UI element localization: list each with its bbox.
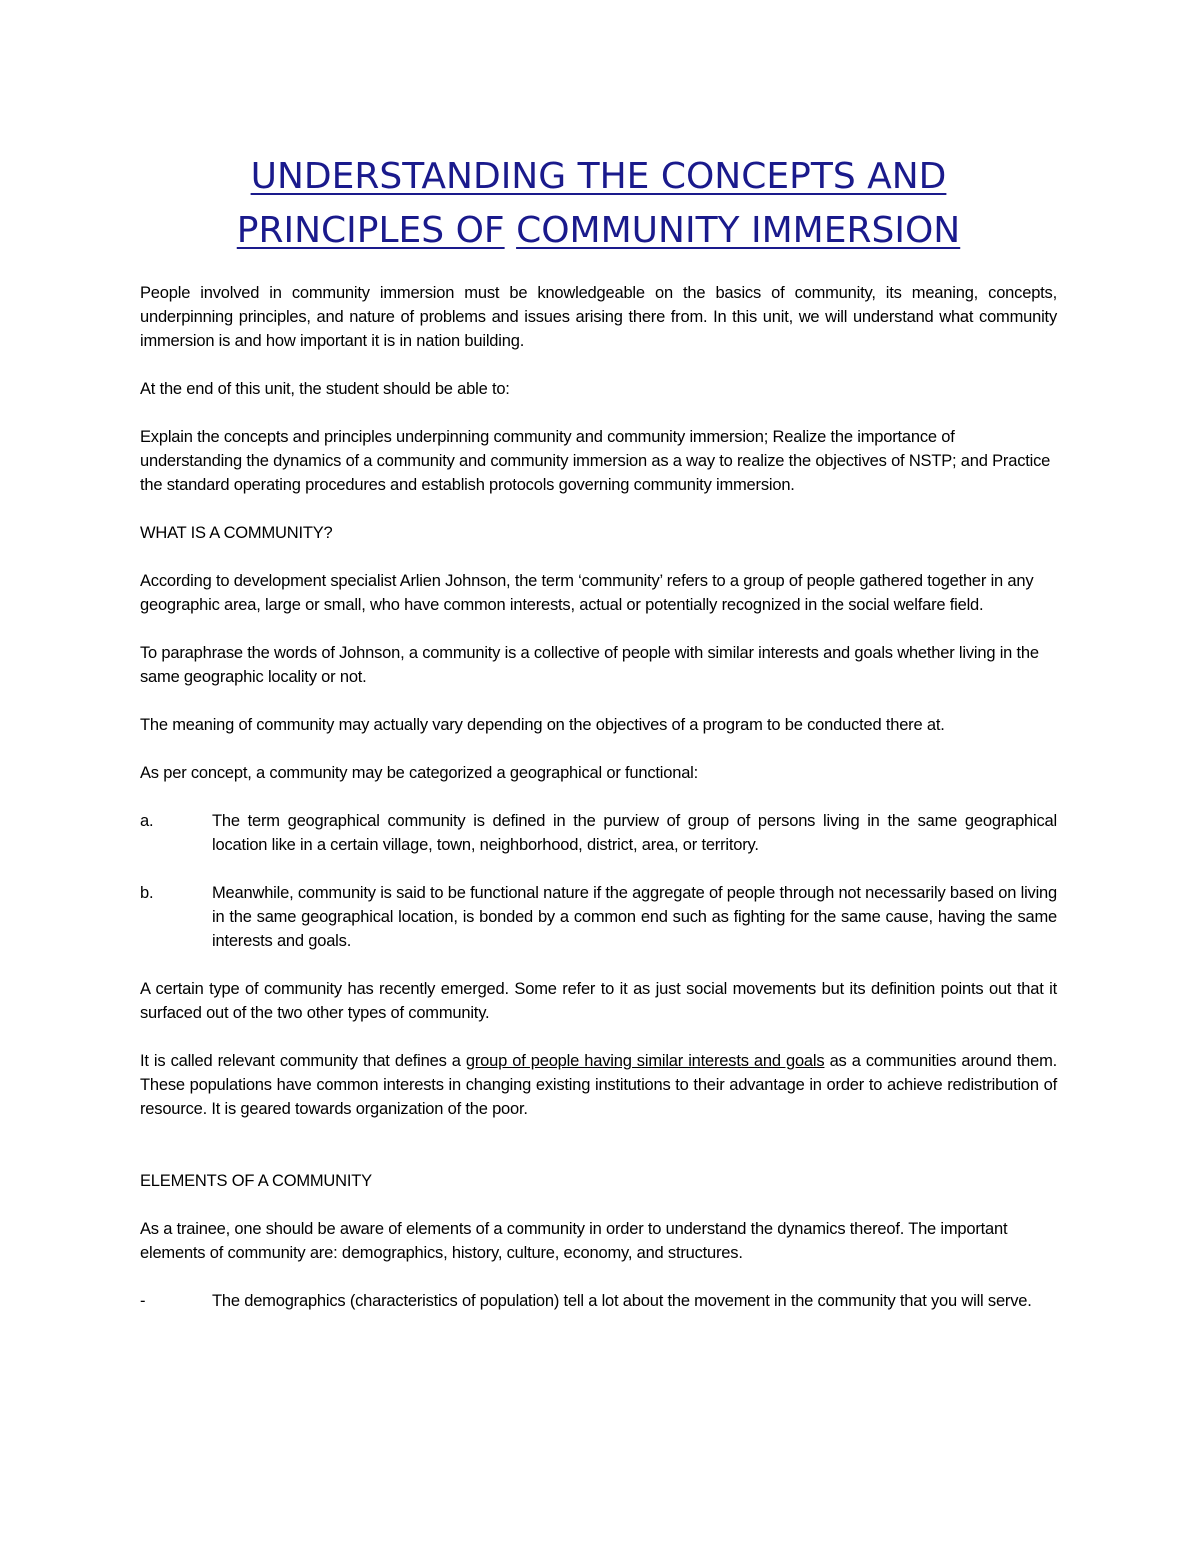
meaning-varies-paragraph: The meaning of community may actually vary depending on the objectives of a program to be conducted there at. [140,716,945,734]
elements-intro-paragraph: As a trainee, one should be aware of elements of a community in order to understand the dynamics thereof. The important elements of community are: demographics, history, culture, economy, and structures. [140,1220,1008,1262]
objectives-paragraph: Explain the concepts and principles underpinning community and community immersion; Realize the importance of understanding the dynamics of a community and community immersion as a way to realize the objectives of NSTP; and Practice the standard operating procedures and establish protocols governing community immersion. [140,428,1051,494]
list-text-geographical: The term geographical community is defined in the purview of group of persons living in the same geographical location like in a certain village, town, neighborhood, district, area, or territory. [212,812,1057,854]
title-line-2-part-2: COMMUNITY IMMERSION [516,210,961,251]
list-item-demographics [140,1289,1057,1313]
relevant-text-underlined: group of people having similar interests and goals [465,1052,825,1070]
title-line-1: UNDERSTANDING THE CONCEPTS AND [250,156,947,197]
section-heading-community: WHAT IS A COMMUNITY? [140,524,333,542]
document-body [140,281,1057,1313]
list-text-demographics: The demographics (characteristics of population) tell a lot about the movement in the community that you will serve. [212,1292,1032,1310]
categorized-paragraph: As per concept, a community may be categorized a geographical or functional: [140,764,699,782]
section-heading-elements: ELEMENTS OF A COMMUNITY [140,1172,372,1190]
intro-paragraph: People involved in community immersion must be knowledgeable on the basics of community, its meaning, concepts, underpinning principles, and nature of problems and issues arising there from. In this unit, we will understand what community immersion is and how important it is in nation building. [140,284,1057,350]
relevant-text-after: as a communities around them. These populations have common interests in changing existing institutions to their advantage in order to achieve redistribution of resource. It is geared towards organization of the poor. [140,1052,1058,1118]
new-type-paragraph: A certain type of community has recently emerged. Some refer to it as just social movements but its definition points out that it surfaced out of the two other types of community. [140,980,1057,1022]
title-line-2-part-1: PRINCIPLES OF [236,210,505,251]
list-marker-a: a. [140,812,154,830]
document-title [140,150,1057,258]
list-item-functional [140,881,1057,953]
list-item-geographical [140,809,1057,857]
johnson-definition-paragraph: According to development specialist Arlien Johnson, the term ‘community’ refers to a group of people gathered together in any geographic area, large or small, who have common interests, actual or potentially recognized in the social welfare field. [140,572,1034,614]
list-text-functional: Meanwhile, community is said to be functional nature if the aggregate of people through not necessarily based on living in the same geographical location, is bonded by a common end such as fighting for the same cause, having the same interests and goals. [212,884,1057,950]
list-marker-dash: - [140,1292,146,1310]
relevant-community-paragraph [140,1049,1057,1121]
paraphrase-paragraph: To paraphrase the words of Johnson, a community is a collective of people with similar interests and goals whether living in the same geographic locality or not. [140,644,1039,686]
list-marker-b: b. [140,884,154,902]
objectives-lead: At the end of this unit, the student should be able to: [140,380,510,398]
relevant-text-before: It is called relevant community that defines a [140,1052,466,1070]
